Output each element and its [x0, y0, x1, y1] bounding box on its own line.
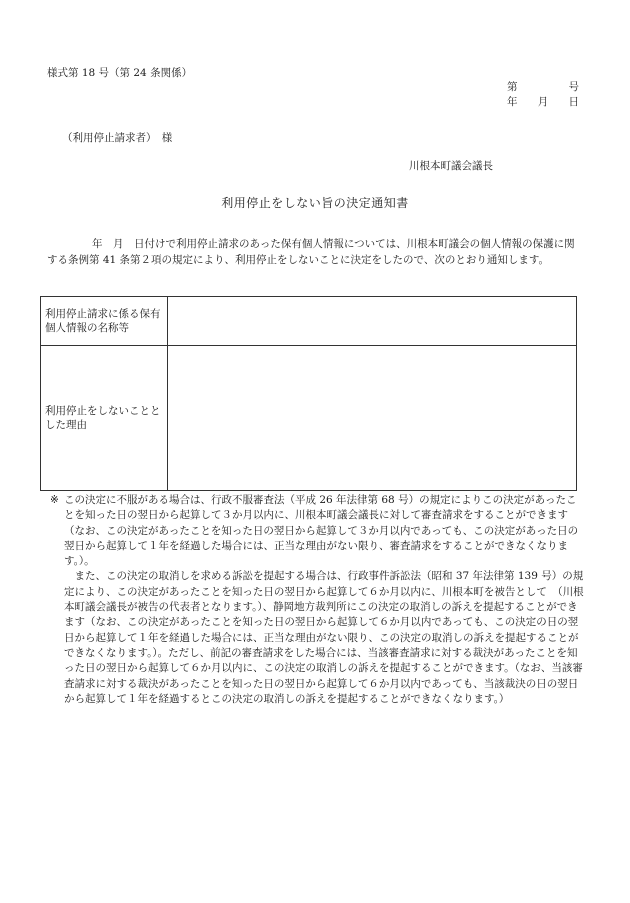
document-number-prefix: 第 — [507, 81, 518, 93]
note-text-appeal: この決定に不服がある場合は、行政不服審査法（平成 26 年法律第 68 号）の規定によりこの決定があったことを知った日の翌日から起算して３か月以内に、川根本町議会議長に対して審査請求をすることができます（なお、この決定があったことを知った日の翌日から起算して３か月以内であっても、この決定があった日の翌日から起算して１年を経過した場合には、正当な理由がない限り、審査請求をすることができなくなります。）。 — [64, 494, 579, 568]
table-row — [41, 346, 577, 491]
date-month: 月 — [537, 96, 549, 108]
addressee: （利用停止請求者） 様 — [62, 132, 173, 144]
information-table — [40, 296, 577, 491]
form-number: 様式第 18 号（第 24 条関係） — [47, 67, 193, 79]
table-label-reason: 利用停止をしないこととした理由 — [41, 346, 168, 491]
table-value-reason — [168, 346, 577, 491]
date-day: 日 — [568, 96, 579, 108]
document-number-suffix: 号 — [568, 81, 579, 93]
date-year: 年 — [507, 96, 518, 108]
note-mark: ※ — [50, 494, 59, 506]
note-text-lawsuit: また、この決定の取消しを求める訴訟を提起する場合は、行政事件訴訟法（昭和 37 年法律第 139 号）の規定により、この決定があったことを知った日の翌日から起算して６か月以内に、川根本町を被告として （川根本町議会議長が被告の代表者となります。）、静岡地方裁判所にこの決定の取消しの訴えを提起することができます（なお、この決定があったことを知った日の翌日から起算して６か月以内であっても、この決定の日の翌日から起算して１年を経過した場合には、正当な理由がない限り、この決定の取消しの訴えを提起することができなくなります。）。ただし、前記の審査請求をした場合には、当該審査請求に対する裁決があったことを知った日の翌日から起算して６か月以内に、この決定の取消しの訴えを提起することができます。（なお、当該審査請求に対する裁決があったことを知った日の翌日から起算して６か月以内であっても、当該裁決の日の翌日から起算して１年を経過するとこの決定の取消しの訴えを提起することができなくなります。） — [64, 570, 584, 705]
intro-paragraph: 年 月 日付けで利用停止請求のあった保有個人情報については、川根本町議会の個人情報の保護に関する条例第 41 条第２項の規定により、利用停止をしないことに決定をしたので、次のとおり通知します。 — [47, 238, 575, 266]
table-row — [41, 297, 577, 346]
document-title: 利用停止をしない旨の決定通知書 — [221, 196, 409, 210]
document-date — [507, 95, 579, 110]
table-value-info-name — [168, 297, 577, 346]
note-paragraph-lawsuit — [50, 569, 584, 707]
note-paragraph-appeal — [50, 493, 584, 569]
notes-section — [50, 493, 584, 707]
table-label-info-name: 利用停止請求に係る保有個人情報の名称等 — [41, 297, 168, 346]
issuer: 川根本町議会議長 — [409, 160, 493, 172]
document-number — [507, 80, 579, 95]
